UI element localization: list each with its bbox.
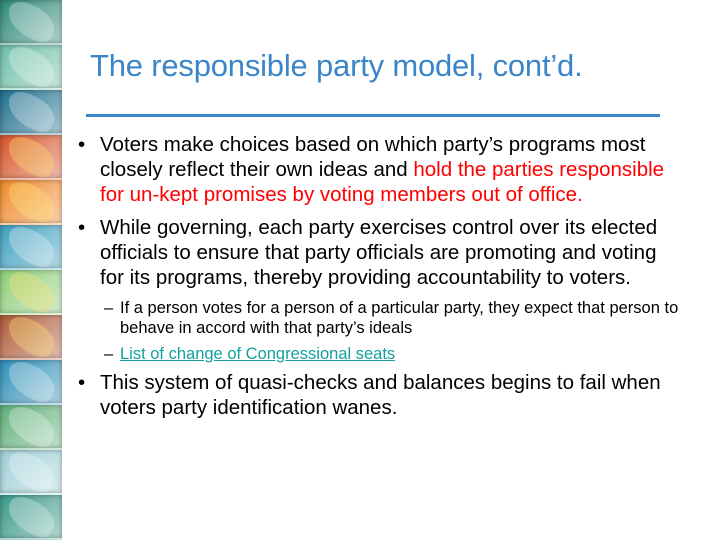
bullet-text: Voters make choices based on which party’s programs most closely reflect their own ideas and xyxy=(100,133,646,181)
glass-tile xyxy=(0,0,62,45)
glass-tile xyxy=(0,270,62,315)
glass-tile xyxy=(0,405,62,450)
bullet-glyph: • xyxy=(78,216,86,239)
bullet-item xyxy=(74,215,686,290)
bullet-glyph: • xyxy=(78,133,86,156)
slide-body xyxy=(74,132,686,428)
glass-tile xyxy=(0,90,62,135)
congressional-seats-link[interactable]: List of change of Congressional seats xyxy=(120,345,396,363)
highlighted-text: hold the parties responsible for un-kept promises by voting members out of office. xyxy=(100,158,665,206)
glass-tile xyxy=(0,495,62,540)
bullet-item xyxy=(74,370,686,420)
sub-bullet-item xyxy=(74,298,686,338)
glass-tile xyxy=(0,360,62,405)
dash-glyph: – xyxy=(104,299,114,317)
glass-tile xyxy=(0,135,62,180)
bullet-item xyxy=(74,132,686,207)
bullet-text: While governing, each party exercises control over its elected officials to ensure that party officials are promoting and voting for its programs, thereby providing accountability to voters. xyxy=(100,216,658,289)
bullet-text: This system of quasi-checks and balances begins to fail when voters party identification wanes. xyxy=(100,371,661,419)
glass-tile xyxy=(0,180,62,225)
sub-bullet-item xyxy=(74,344,686,364)
title-underline xyxy=(86,114,660,117)
decorative-tile-strip xyxy=(0,0,62,540)
sub-bullet-text: If a person votes for a person of a particular party, they expect that person to behave in accord with that party’s ideals xyxy=(120,299,679,337)
glass-tile xyxy=(0,225,62,270)
glass-tile xyxy=(0,45,62,90)
dash-glyph: – xyxy=(104,345,114,363)
bullet-glyph: • xyxy=(78,371,86,394)
slide-title: The responsible party model, cont’d. xyxy=(90,48,583,83)
glass-tile xyxy=(0,450,62,495)
glass-tile xyxy=(0,315,62,360)
